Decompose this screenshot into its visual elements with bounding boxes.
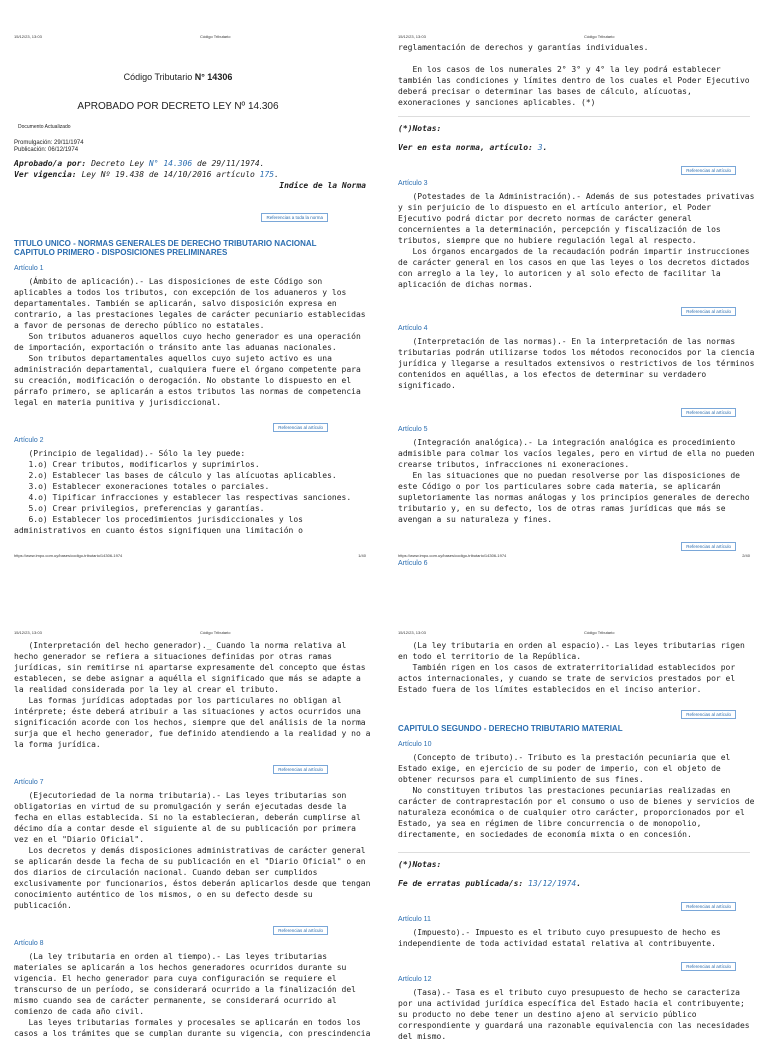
fe-erratas-line: Fe de erratas publicada/s: 13/12/1974. (398, 879, 582, 888)
document-title: Código Tributario N° 14306 (123, 72, 233, 82)
article-12-heading: Artículo 12 (398, 976, 432, 983)
erratas-date-link[interactable]: 13/12/1974 (528, 879, 577, 888)
references-article-button[interactable]: Referencias al artículo (681, 542, 736, 551)
header-datetime: 15/12/23, 13:03 (398, 34, 426, 39)
article-6-heading: Artículo 6 (398, 560, 428, 567)
ver-norma-line: Ver en esta norma, artículo: 3. (398, 143, 548, 152)
document-page-2 (384, 12, 755, 572)
article-3-link[interactable]: 3 (537, 143, 543, 152)
header-title: Código Tributario (584, 630, 615, 635)
article-10-heading: Artículo 10 (398, 741, 432, 748)
article-12-text: (Tasa).- Tasa es el tributo cuyo presupuesto de hecho se caracteriza por una actividad jurídica específica del Estado hacia el contribuyente; su producto no debe tener un destino ajeno al servicio público correspondiente y guardará una razonable equivalencia con las necesidades del mismo. (398, 988, 750, 1041)
decreto-ley-link[interactable]: N° 14.306 (148, 159, 193, 168)
aprobado-line: Aprobado/a por: Decreto Ley N° 14.306 de 29/11/1974. (14, 159, 265, 168)
article-11-text: (Impuesto).- Impuesto es el tributo cuyo presupuesto de hecho es independiente de toda actividad estatal relativa al contribuyente. (398, 928, 721, 948)
article-5-text: (Integración analógica).- La integración analógica es procedimiento admisible para colmar los vacíos legales, pero en virtud de ella no pueden crearse tributos, infracciones ni exoneraciones. En las situaciones que no puedan resolverse por las disposiciones de este Código o por los particulares sobre cada materia, se aplicarán supletoriamente las normas análogas y los principios generales de derecho tributario y, en su defecto, los de otras ramas jurídicas que más se avengan a su naturaleza y fines. (398, 438, 755, 524)
article-4-text: (Interpretación de las normas).- En la interpretación de las normas tributarias podrán utilizarse todos los métodos reconocidos por la ciencia jurídica y llegarse a resultados extensivos o restrictivos de los términos contenidos en aquéllas, a los efectos de determinar su verdadero significado. (398, 337, 755, 390)
header-datetime: 15/12/23, 13:03 (14, 630, 42, 635)
page-header (14, 630, 366, 640)
article-2-heading: Artículo 2 (14, 437, 44, 444)
notas-label: (*)Notas: (398, 124, 442, 133)
footer-url: https://www.impo.com.uy/bases/codigo-tributario/14306-1974 (14, 553, 123, 558)
references-article-button[interactable]: Referencias al artículo (681, 307, 736, 316)
references-article-button[interactable]: Referencias al artículo (681, 710, 736, 719)
doc-status: Documento Actualizado (18, 124, 71, 130)
references-article-button[interactable]: Referencias al artículo (273, 423, 328, 432)
article-8-text: (La ley tributaria en orden al tiempo).- Las leyes tributarias materiales se aplicarán a los hechos generadores ocurridos durante su vigencia. El hecho generador para cuya configuración se requiere el transcurso de un período, se considerará ocurrido a la finalización del mismo cuando sea de carácter permanente, se considerará ocurrido al comienzo de cada año civil. Las leyes tributarias formales y procesales se aplicarán en todos los casos a los trámites que se cumplan durante su vigencia, con prescindencia (14, 952, 371, 1038)
page-number: 2/40 (742, 553, 750, 558)
article-8-heading: Artículo 8 (14, 940, 44, 947)
article-7-heading: Artículo 7 (14, 779, 44, 786)
article-9-text: (La ley tributaria en orden al espacio).- Las leyes tributarias rigen en todo el territorio de la República. También rigen en los casos de extraterritorialidad establecidos por actos internacionales, y cuando se trate de servicios prestados por el Estado fuera de los límites establecidos en el inciso anterior. (398, 641, 745, 694)
article-3-text: (Potestades de la Administración).- Además de sus potestades privativas y sin perjuicio de lo dispuesto en el artículo anterior, el Poder Ejecutivo podrá dictar por decreto normas de carácter general concernientes a la determinación, percepción y fiscalización de los tributos, siempre que no hubiere regulación legal al respecto. Los órganos encargados de la recaudación podrán impartir instrucciones de carácter general en los casos en que las leyes o los decretos dictados con arreglo a la ley, lo autoricen y al solo efecto de facilitar la aplicación de dichas normas. (398, 192, 755, 289)
page-header (14, 34, 366, 44)
document-page-3 (0, 608, 371, 1038)
article-3-heading: Artículo 3 (398, 180, 428, 187)
document-subtitle: APROBADO POR DECRETO LEY Nº 14.306 (77, 101, 279, 112)
article-11-heading: Artículo 11 (398, 916, 431, 923)
header-title: Código Tributario (200, 630, 231, 635)
dates-block (14, 140, 366, 154)
notas-label: (*)Notas: (398, 860, 442, 869)
article-10-text: (Concepto de tributo).- Tributo es la prestación pecuniaria que el Estado exige, en ejercicio de su poder de imperio, con el objeto de obtener recursos para el cumplimiento de sus fines. No constituyen tributos las prestaciones pecuniarias realizadas en carácter de contraprestación por el consumo o uso de bienes y servicios de naturaleza económica o de cualquier otro carácter, proporcionados por el Estado, ya sea en régimen de libre concurrencia o de monopolio, directamente, en sociedades de economía mixta o en concesión. (398, 753, 755, 839)
header-title: Código Tributario (584, 34, 615, 39)
references-article-button[interactable]: Referencias al artículo (273, 926, 328, 935)
vigencia-line: Ver vigencia: Ley Nº 19.438 de 14/10/2016 artículo 175. (14, 170, 279, 179)
references-article-button[interactable]: Referencias al artículo (681, 166, 736, 175)
header-title: Código Tributario (200, 34, 231, 39)
footer-url: https://www.impo.com.uy/bases/codigo-tributario/14306-1974 (398, 553, 507, 558)
article-2-text: (Principio de legalidad).- Sólo la ley puede: 1.o) Crear tributos, modificarlos y suprimirlos. 2.o) Establecer las bases de cálculo y las alícuotas aplicables. 3.o) Establecer exoneraciones totales o parciales. 4.o) Tipificar infracciones y establecer las respectivas sanciones. 5.o) Crear privilegios, preferencias y garantías. 6.o) Establecer los procedimientos jurisdiccionales y los administrativos en cuanto éstos signifiquen una limitación o (14, 449, 352, 535)
document-page-4 (384, 608, 755, 1041)
references-article-button[interactable]: Referencias al artículo (681, 962, 736, 971)
article-1-text: (Ámbito de aplicación).- Las disposiciones de este Código son aplicables a todos los tributos, con excepción de los aduaneros y los departamentales. También se aplicarán, salvo disposición expresa en contrario, a las prestaciones legales de carácter pecuniario establecidas a favor de personas de derecho público no estatales. Son tributos aduaneros aquellos cuyo hecho generador es una operación de importación, exportación o tránsito ante las aduanas nacionales. Son tributos departamentales aquellos cuyo sujeto activo es una administración departamental, cualquiera fuere el órgano competente para su creación, modificación o derogación. No obstante lo dispuesto en el párrafo primero, se aplicarán a estos tributos las normas de competencia legal en materia punitiva y jurisdiccional. (14, 277, 366, 407)
titulo-heading: TITULO UNICO - NORMAS GENERALES DE DERECHO TRIBUTARIO NACIONAL (14, 239, 317, 248)
capitulo-heading: CAPITULO PRIMERO - DISPOSICIONES PRELIMINARES (14, 248, 228, 257)
publicacion-date: Publicación: 06/12/1974 (14, 147, 79, 153)
article-4-heading: Artículo 4 (398, 325, 428, 332)
article-1-heading: Artículo 1 (14, 265, 44, 272)
vigencia-article-link[interactable]: 175 (259, 170, 275, 179)
indice-norma-link[interactable]: Indice de la Norma (279, 181, 366, 190)
references-article-button[interactable]: Referencias al artículo (273, 765, 328, 774)
divider (398, 116, 750, 117)
capitulo-segundo-heading: CAPITULO SEGUNDO - DERECHO TRIBUTARIO MATERIAL (398, 724, 623, 733)
page-number: 1/40 (358, 553, 366, 558)
article-5-heading: Artículo 5 (398, 426, 428, 433)
header-datetime: 15/12/23, 13:03 (398, 630, 426, 635)
references-norm-button[interactable]: Referencias a toda la norma (261, 213, 328, 222)
header-datetime: 15/12/23, 13:03 (14, 34, 42, 39)
article-2-continuation: reglamentación de derechos y garantías individuales. En los casos de los numerales 2° 3° y 4° la ley podrá establecer también las condiciones y límites dentro de los cuales el Poder Ejecutivo deberá precisar o determinar las bases de cálculo, alícuotas, exoneraciones y sanciones aplicables. (*) (398, 43, 750, 107)
article-7-text: (Ejecutoriedad de la norma tributaria).- Las leyes tributarias son obligatorias en virtud de su promulgación y serán ejecutadas desde la fecha en ellas establecida. Si no la establecieran, deberán cumplirse al décimo día a contar desde el siguiente al de su publicación por primera vez en el "Diario Oficial". Los decretos y demás disposiciones administrativas de carácter general se aplicarán desde la fecha de su publicación en el "Diario Oficial" o en dos diarios de circulación nacional. Cuando deban ser cumplidos exclusivamente por funcionarios, éstos deberán aplicarlos desde que tengan conocimiento auténtico de los mismos, o en su defecto desde su publicación. (14, 791, 371, 910)
divider (398, 852, 750, 853)
document-page-1 (0, 12, 366, 558)
references-article-button[interactable]: Referencias al artículo (681, 408, 736, 417)
references-article-button[interactable]: Referencias al artículo (681, 902, 736, 911)
article-6-text: (Interpretación del hecho generador)._ Cuando la norma relativa al hecho generador se refiera a situaciones definidas por otras ramas jurídicas, sin remitirse ni apartarse expresamente del concepto que éstas establecen, se debe asignar a aquélla el significado que más se adapte a la realidad considerada por la ley al crear el tributo. Las formas jurídicas adoptadas por los particulares no obligan al intérprete; éste deberá atribuir a las situaciones y actos ocurridos una significación acorde con los hechos, siempre que del análisis de la norma surja que el hecho generador, fue definido atendiendo a la realidad y no a la forma jurídica. (14, 641, 371, 749)
page-header (398, 630, 750, 640)
promulgacion-date: Promulgación: 29/11/1974 (14, 140, 84, 146)
